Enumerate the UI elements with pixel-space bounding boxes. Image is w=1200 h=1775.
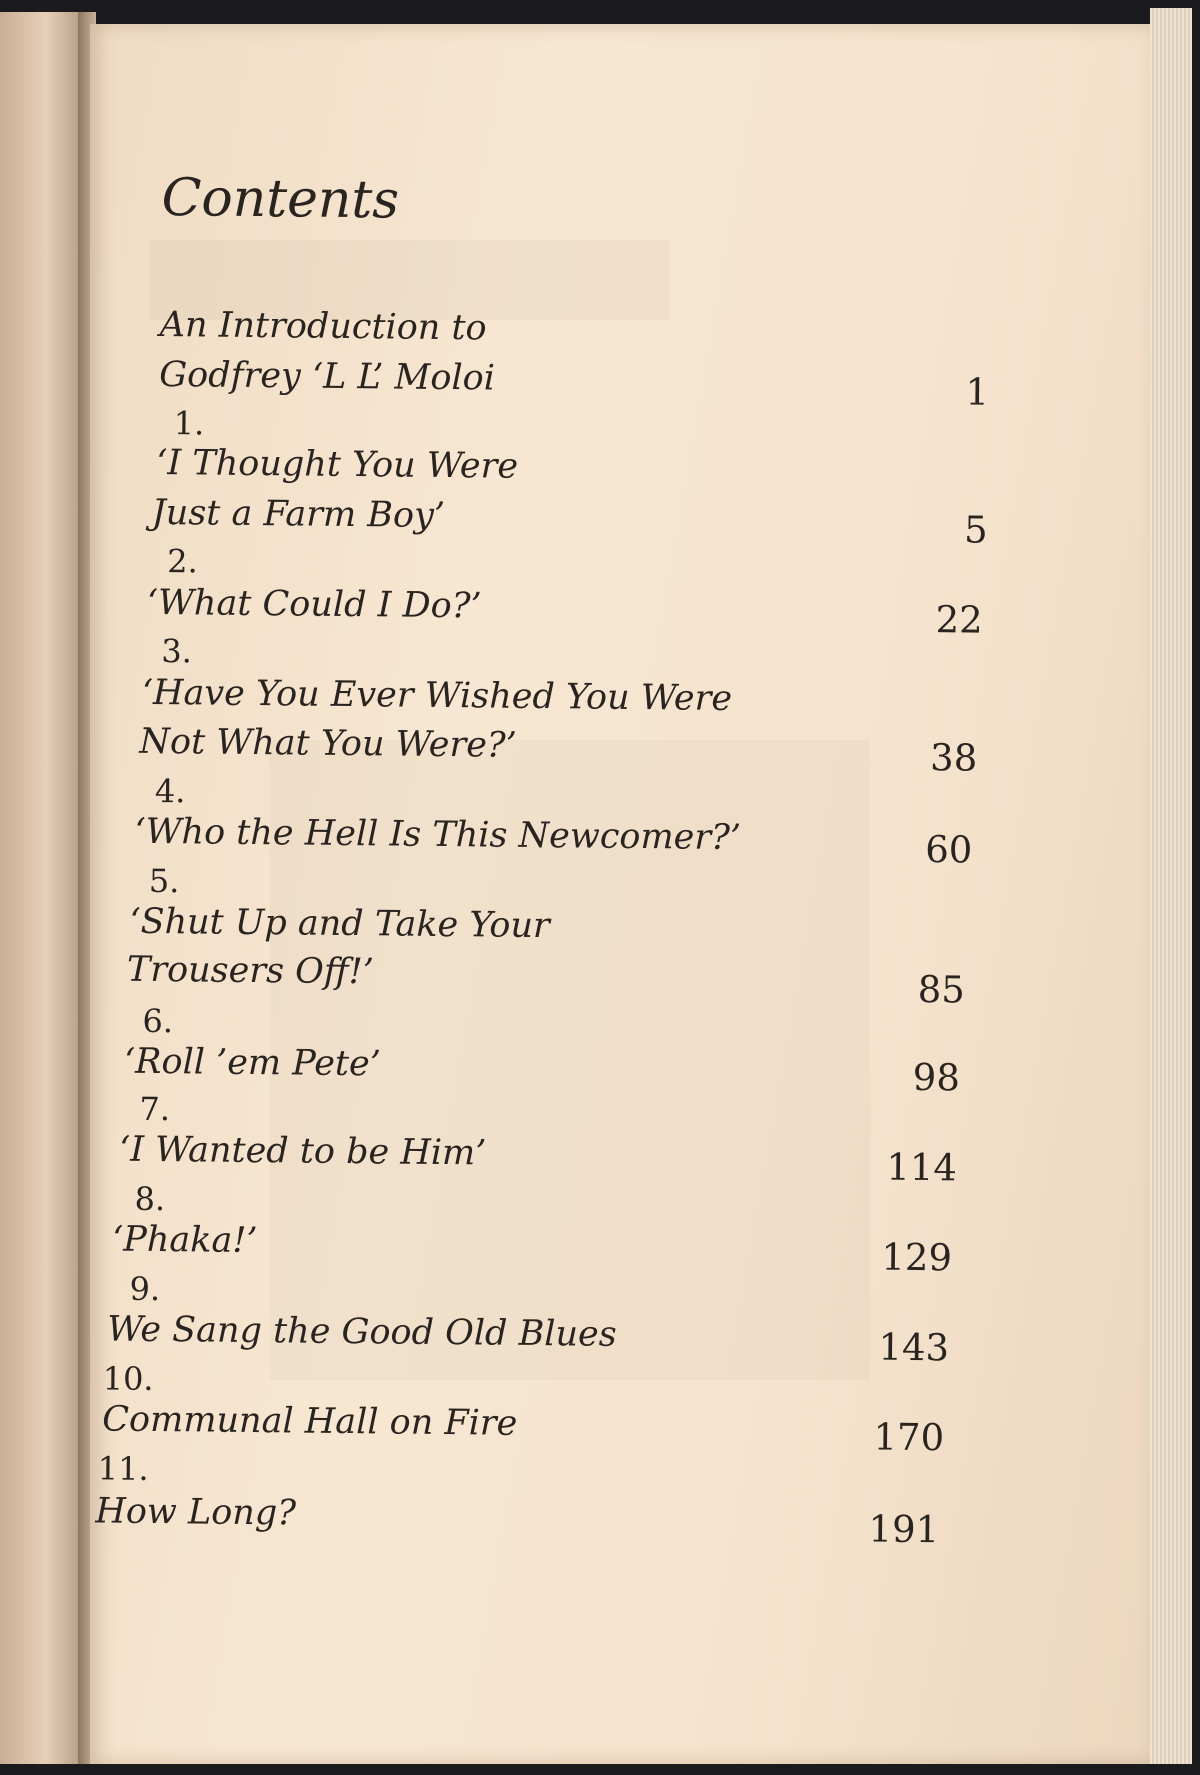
- entry-number: 4.: [154, 771, 186, 811]
- entry-page-number: 98: [912, 1055, 961, 1100]
- entry-page-number: 1: [965, 370, 990, 414]
- entry-title-line: Trousers Off!’: [126, 949, 375, 993]
- entry-title-line: We Sang the Good Old Blues: [107, 1309, 617, 1355]
- entry-title-line: ‘I Wanted to be Him’: [118, 1129, 487, 1174]
- entry-title-line: Not What You Were?’: [139, 721, 517, 766]
- page-title: Contents: [161, 168, 400, 231]
- entry-title-line: An Introduction to: [159, 304, 487, 349]
- entry-page-number: 129: [881, 1235, 953, 1280]
- entry-title-line: Just a Farm Boy’: [151, 492, 446, 536]
- entry-title-line: ‘Shut Up and Take Your: [129, 901, 550, 947]
- entry-number: 10.: [102, 1359, 154, 1398]
- entry-title-line: ‘Have You Ever Wished You Were: [141, 672, 733, 720]
- entry-page-number: 143: [878, 1325, 950, 1370]
- entry-title-line: Godfrey ‘L L’ Moloi: [159, 354, 496, 399]
- entry-page-number: 191: [868, 1507, 940, 1552]
- entry-page-number: 38: [929, 736, 978, 780]
- entry-title-line: ‘Phaka!’: [111, 1219, 258, 1262]
- entry-number: 5.: [148, 861, 180, 901]
- entry-page-number: 114: [886, 1145, 958, 1190]
- entry-page-number: 170: [873, 1415, 945, 1460]
- entry-page-number: 85: [917, 967, 966, 1012]
- entry-number: 1.: [173, 404, 205, 443]
- entry-title-line: ‘What Could I Do?’: [146, 582, 482, 627]
- entry-number: 9.: [129, 1269, 161, 1309]
- entry-number: 8.: [134, 1179, 166, 1219]
- entry-title-line: ‘I Thought You Were: [156, 442, 519, 487]
- entry-number: 3.: [161, 632, 193, 671]
- entry-number: 2.: [167, 542, 198, 581]
- entry-title-line: ‘Roll ’em Pete’: [123, 1041, 382, 1085]
- entry-title-line: Communal Hall on Fire: [102, 1399, 518, 1444]
- entry-title-line: ‘Who the Hell Is This Newcomer?’: [134, 811, 742, 859]
- entry-number: 7.: [139, 1089, 171, 1129]
- entry-page-number: 22: [935, 598, 983, 642]
- entry-page-number: 5: [963, 508, 988, 552]
- entry-title-line: How Long?: [95, 1491, 297, 1534]
- entry-number: 11.: [97, 1449, 149, 1488]
- entry-number: 6.: [142, 1001, 174, 1041]
- entry-page-number: 60: [924, 828, 973, 872]
